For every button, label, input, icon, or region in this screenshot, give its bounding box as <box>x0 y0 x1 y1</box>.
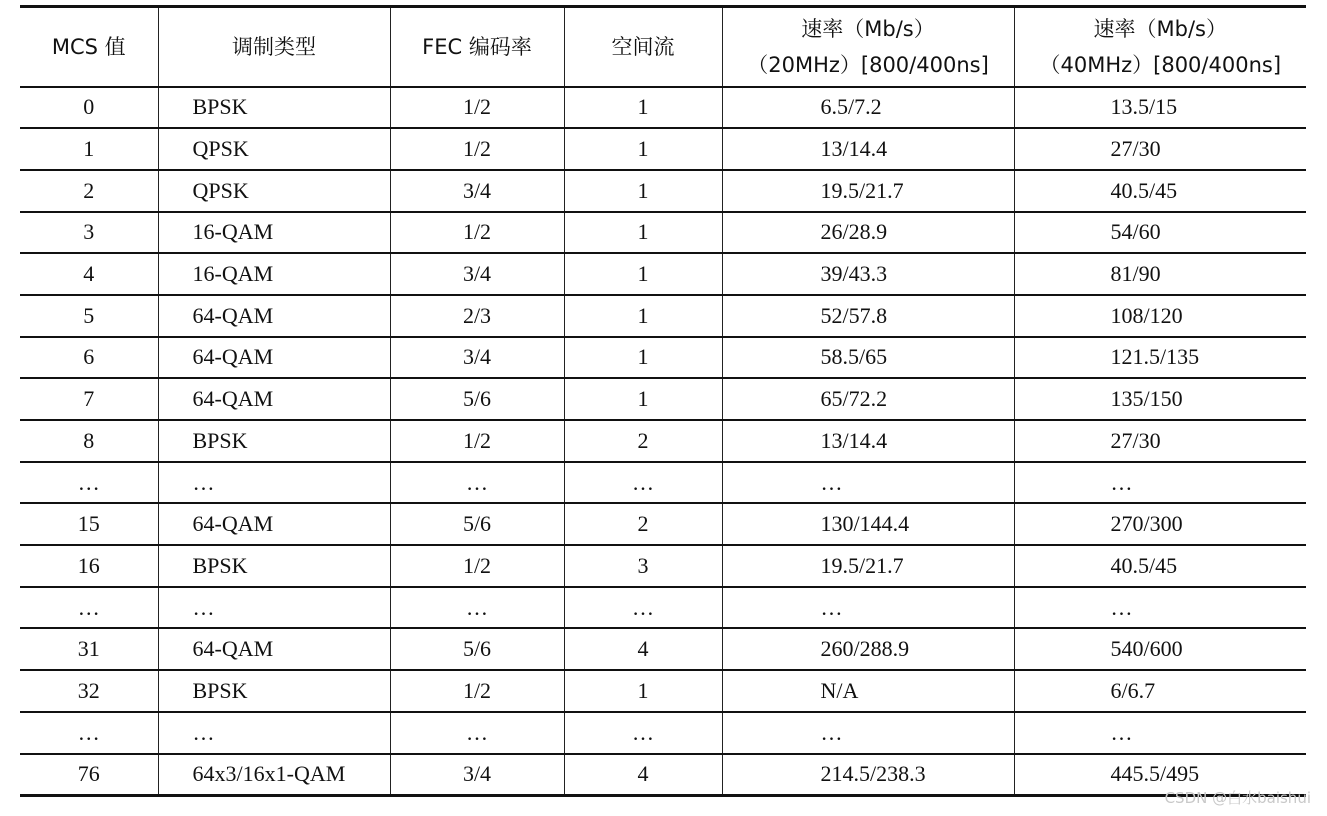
cell-mcs: … <box>20 462 158 504</box>
table-row <box>20 712 1306 754</box>
cell-spatial-streams: 4 <box>564 754 722 796</box>
cell-rate-20mhz: … <box>722 712 1014 754</box>
cell-fec: 3/4 <box>390 754 564 796</box>
header-fec <box>390 7 564 87</box>
table-row <box>20 462 1306 504</box>
cell-modulation: BPSK <box>158 87 390 129</box>
cell-rate-40mhz: 27/30 <box>1014 420 1306 462</box>
table-body <box>20 87 1306 796</box>
cell-spatial-streams: 2 <box>564 420 722 462</box>
table-row <box>20 545 1306 587</box>
cell-fec: 1/2 <box>390 420 564 462</box>
cell-spatial-streams: 4 <box>564 628 722 670</box>
cell-rate-20mhz: 13/14.4 <box>722 128 1014 170</box>
header-fec-label: FEC 编码率 <box>422 34 532 59</box>
cell-modulation: 64x3/16x1-QAM <box>158 754 390 796</box>
cell-modulation: 64-QAM <box>158 378 390 420</box>
cell-mcs: 1 <box>20 128 158 170</box>
cell-mcs: 7 <box>20 378 158 420</box>
table-row <box>20 337 1306 379</box>
cell-rate-20mhz: 260/288.9 <box>722 628 1014 670</box>
cell-rate-40mhz: 40.5/45 <box>1014 170 1306 212</box>
cell-spatial-streams: 1 <box>564 253 722 295</box>
cell-mcs: 32 <box>20 670 158 712</box>
table-row <box>20 754 1306 796</box>
cell-spatial-streams: 1 <box>564 87 722 129</box>
cell-modulation: BPSK <box>158 670 390 712</box>
cell-modulation: … <box>158 462 390 504</box>
cell-spatial-streams: 1 <box>564 337 722 379</box>
cell-mcs: 8 <box>20 420 158 462</box>
cell-mcs: 6 <box>20 337 158 379</box>
cell-modulation: QPSK <box>158 170 390 212</box>
table-row <box>20 420 1306 462</box>
cell-fec: 1/2 <box>390 87 564 129</box>
cell-modulation: BPSK <box>158 420 390 462</box>
cell-rate-40mhz: … <box>1014 462 1306 504</box>
table-row <box>20 128 1306 170</box>
cell-mcs: 3 <box>20 212 158 254</box>
cell-mcs: … <box>20 712 158 754</box>
cell-rate-40mhz: 27/30 <box>1014 128 1306 170</box>
cell-modulation: 64-QAM <box>158 295 390 337</box>
header-rate-20mhz <box>722 7 1014 87</box>
mcs-rate-table <box>20 5 1306 797</box>
cell-rate-40mhz: … <box>1014 712 1306 754</box>
cell-modulation: 16-QAM <box>158 253 390 295</box>
cell-fec: … <box>390 462 564 504</box>
table-row <box>20 253 1306 295</box>
table-row <box>20 170 1306 212</box>
cell-rate-40mhz: 108/120 <box>1014 295 1306 337</box>
watermark: CSDN @白水baishui <box>1164 789 1311 807</box>
cell-rate-20mhz: 52/57.8 <box>722 295 1014 337</box>
cell-rate-40mhz: 445.5/495 <box>1014 754 1306 796</box>
mcs-rate-table-container <box>20 5 1306 797</box>
header-rate-20mhz-line1: 速率（Mb/s） <box>801 16 935 41</box>
cell-mcs: 5 <box>20 295 158 337</box>
cell-rate-20mhz: 13/14.4 <box>722 420 1014 462</box>
cell-modulation: 16-QAM <box>158 212 390 254</box>
header-rate-40mhz-line2: （40MHz）[800/400ns] <box>1039 52 1282 77</box>
cell-modulation: BPSK <box>158 545 390 587</box>
cell-rate-20mhz: 214.5/238.3 <box>722 754 1014 796</box>
cell-spatial-streams: … <box>564 587 722 629</box>
header-spatial-streams-label: 空间流 <box>611 34 675 59</box>
cell-spatial-streams: 1 <box>564 295 722 337</box>
cell-fec: 1/2 <box>390 128 564 170</box>
cell-modulation: … <box>158 712 390 754</box>
cell-mcs: 0 <box>20 87 158 129</box>
cell-rate-20mhz: 6.5/7.2 <box>722 87 1014 129</box>
cell-rate-40mhz: … <box>1014 587 1306 629</box>
header-mcs <box>20 7 158 87</box>
cell-rate-40mhz: 540/600 <box>1014 628 1306 670</box>
cell-fec: 3/4 <box>390 337 564 379</box>
cell-spatial-streams: 1 <box>564 212 722 254</box>
header-spatial-streams <box>564 7 722 87</box>
cell-spatial-streams: 2 <box>564 503 722 545</box>
header-rate-40mhz <box>1014 7 1306 87</box>
cell-rate-20mhz: 26/28.9 <box>722 212 1014 254</box>
cell-rate-40mhz: 121.5/135 <box>1014 337 1306 379</box>
cell-spatial-streams: 3 <box>564 545 722 587</box>
cell-rate-20mhz: 19.5/21.7 <box>722 545 1014 587</box>
cell-modulation: 64-QAM <box>158 503 390 545</box>
cell-rate-20mhz: 19.5/21.7 <box>722 170 1014 212</box>
cell-fec: … <box>390 712 564 754</box>
header-mcs-label: MCS 值 <box>51 34 126 59</box>
cell-spatial-streams: … <box>564 712 722 754</box>
table-row <box>20 628 1306 670</box>
cell-rate-20mhz: … <box>722 587 1014 629</box>
cell-fec: 2/3 <box>390 295 564 337</box>
cell-spatial-streams: … <box>564 462 722 504</box>
table-row <box>20 212 1306 254</box>
cell-rate-20mhz: … <box>722 462 1014 504</box>
cell-mcs: 31 <box>20 628 158 670</box>
cell-modulation: 64-QAM <box>158 337 390 379</box>
cell-fec: 1/2 <box>390 670 564 712</box>
header-rate-20mhz-line2: （20MHz）[800/400ns] <box>747 52 989 77</box>
cell-rate-20mhz: 58.5/65 <box>722 337 1014 379</box>
header-modulation-label: 调制类型 <box>232 34 316 59</box>
table-row <box>20 670 1306 712</box>
cell-fec: 1/2 <box>390 212 564 254</box>
table-row <box>20 587 1306 629</box>
cell-modulation: … <box>158 587 390 629</box>
cell-spatial-streams: 1 <box>564 128 722 170</box>
cell-fec: 5/6 <box>390 378 564 420</box>
cell-modulation: 64-QAM <box>158 628 390 670</box>
cell-rate-40mhz: 13.5/15 <box>1014 87 1306 129</box>
cell-spatial-streams: 1 <box>564 670 722 712</box>
cell-rate-40mhz: 40.5/45 <box>1014 545 1306 587</box>
cell-mcs: 2 <box>20 170 158 212</box>
cell-rate-20mhz: N/A <box>722 670 1014 712</box>
cell-mcs: 4 <box>20 253 158 295</box>
table-header <box>20 7 1306 87</box>
header-rate-40mhz-line1: 速率（Mb/s） <box>1093 16 1227 41</box>
cell-rate-40mhz: 6/6.7 <box>1014 670 1306 712</box>
cell-rate-20mhz: 39/43.3 <box>722 253 1014 295</box>
cell-rate-20mhz: 65/72.2 <box>722 378 1014 420</box>
cell-rate-40mhz: 54/60 <box>1014 212 1306 254</box>
cell-fec: 3/4 <box>390 253 564 295</box>
cell-spatial-streams: 1 <box>564 378 722 420</box>
table-row <box>20 295 1306 337</box>
cell-fec: 5/6 <box>390 503 564 545</box>
cell-rate-40mhz: 270/300 <box>1014 503 1306 545</box>
cell-fec: 1/2 <box>390 545 564 587</box>
cell-mcs: 76 <box>20 754 158 796</box>
cell-modulation: QPSK <box>158 128 390 170</box>
cell-fec: … <box>390 587 564 629</box>
cell-spatial-streams: 1 <box>564 170 722 212</box>
cell-mcs: … <box>20 587 158 629</box>
cell-mcs: 15 <box>20 503 158 545</box>
cell-rate-40mhz: 135/150 <box>1014 378 1306 420</box>
cell-mcs: 16 <box>20 545 158 587</box>
cell-rate-40mhz: 81/90 <box>1014 253 1306 295</box>
table-row <box>20 378 1306 420</box>
table-row <box>20 87 1306 129</box>
header-row <box>20 7 1306 87</box>
cell-fec: 5/6 <box>390 628 564 670</box>
table-row <box>20 503 1306 545</box>
cell-fec: 3/4 <box>390 170 564 212</box>
header-modulation <box>158 7 390 87</box>
cell-rate-20mhz: 130/144.4 <box>722 503 1014 545</box>
